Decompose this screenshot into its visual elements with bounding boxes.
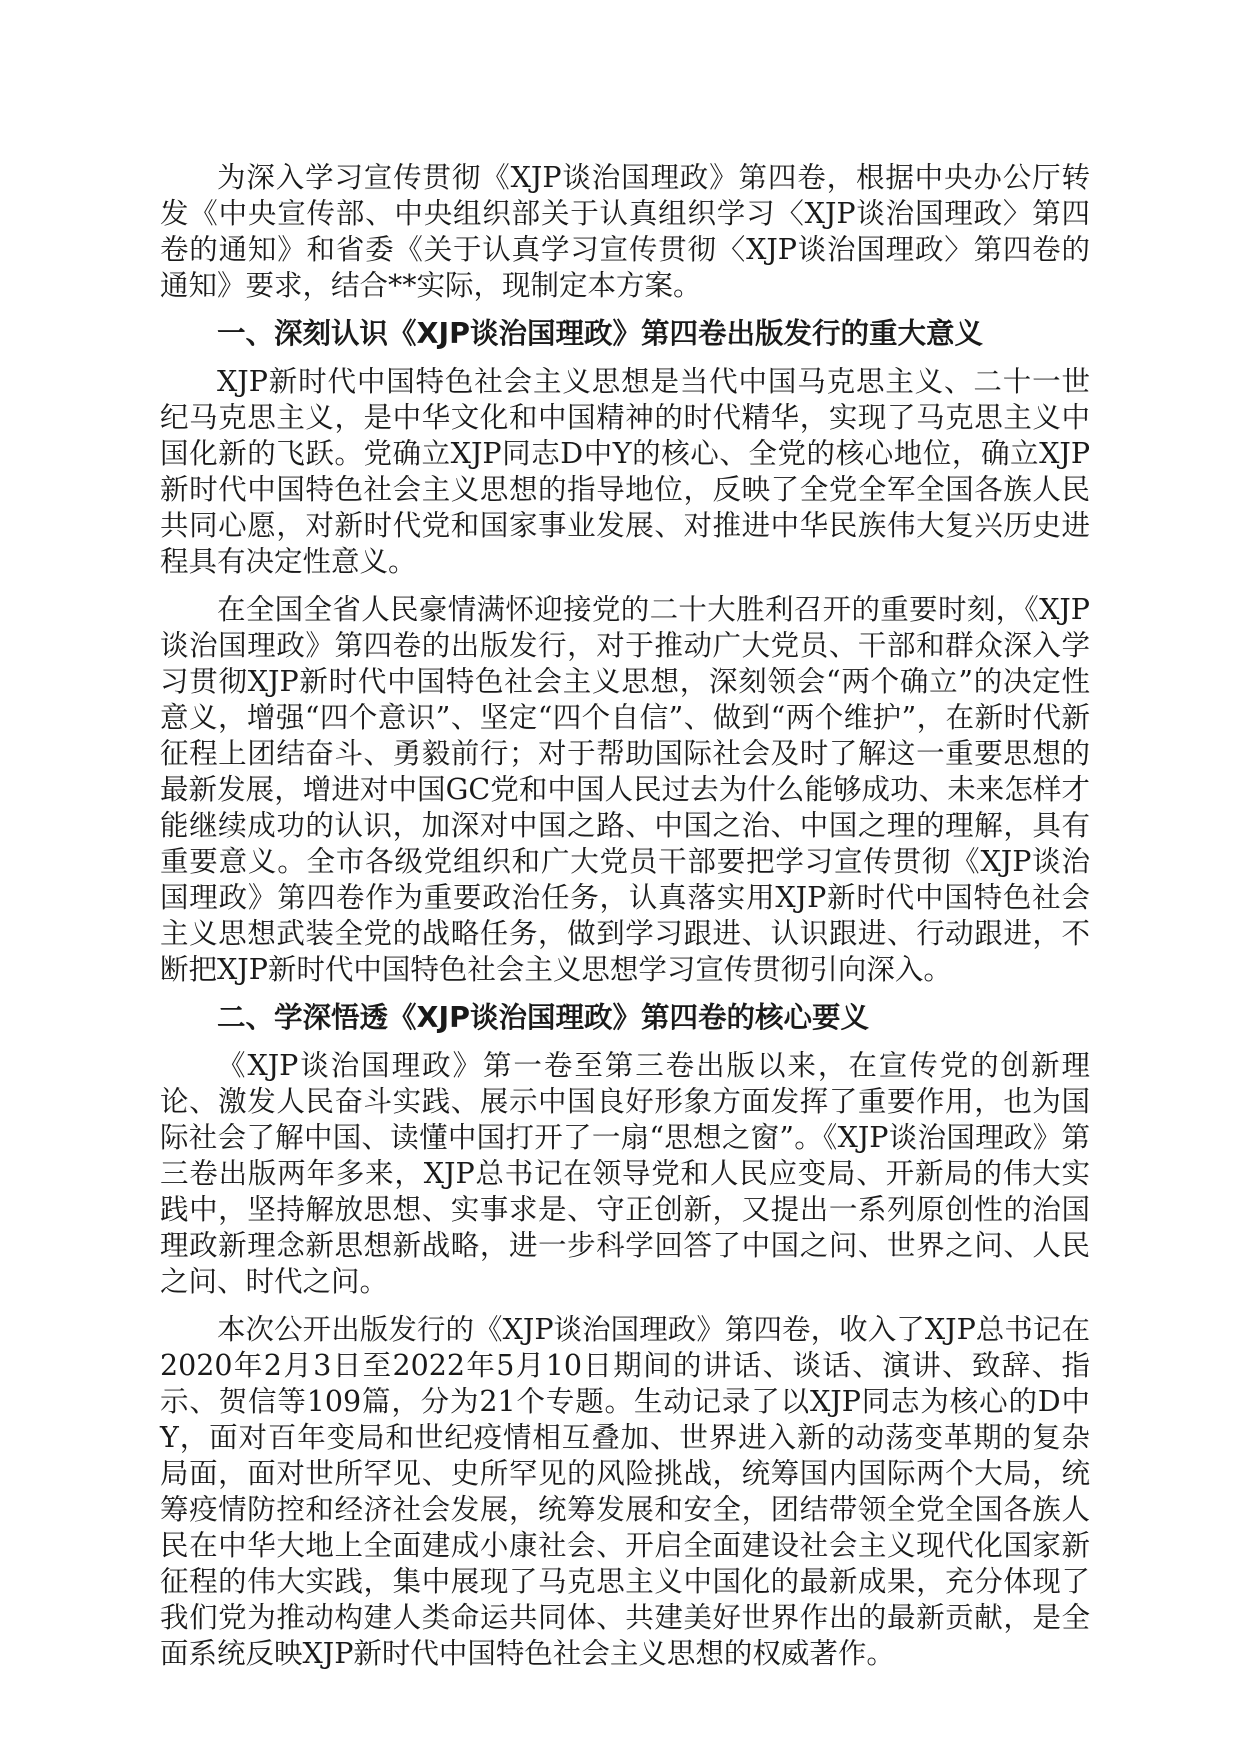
section-1-paragraph-2: 在全国全省人民豪情满怀迎接党的二十大胜利召开的重要时刻，《XJP谈治国理政》第四卷的出版发行，对于推动广大党员、干部和群众深入学习贯彻XJP新时代中国特色社会主义思想，深刻领会“两个确立”的决定性意义，增强“四个意识”、坚定“四个自信”、做到“两个维护”，在新时代新征程上团结奋斗、勇毅前行；对于帮助国际社会及时了解这一重要思想的最新发展，增进对中国GC党和中国人民过去为什么能够成功、未来怎样才能继续成功的认识，加深对中国之路、中国之治、中国之理的理解，具有重要意义。全市各级党组织和广大党员干部要把学习宣传贯彻《XJP谈治国理政》第四卷作为重要政治任务，认真落实用XJP新时代中国特色社会主义思想武装全党的战略任务，做到学习跟进、认识跟进、行动跟进，不断把XJP新时代中国特色社会主义思想学习宣传贯彻引向深入。 [160, 593, 1090, 986]
section-2-heading: 二、学深悟透《XJP谈治国理政》第四卷的核心要义 [217, 1001, 869, 1034]
section-1-paragraph-1: XJP新时代中国特色社会主义思想是当代中国马克思主义、二十一世纪马克思主义，是中华文化和中国精神的时代精华，实现了马克思主义中国化新的飞跃。党确立XJP同志D中Y的核心、全党的核心地位，确立XJP新时代中国特色社会主义思想的指导地位，反映了全党全军全国各族人民共同心愿，对新时代党和国家事业发展、对推进中华民族伟大复兴历史进程具有决定性意义。 [160, 365, 1090, 578]
section-2-paragraph-1: 《XJP谈治国理政》第一卷至第三卷出版以来，在宣传党的创新理论、激发人民奋斗实践、展示中国良好形象方面发挥了重要作用，也为国际社会了解中国、读懂中国打开了一扇“思想之窗”。《XJP谈治国理政》第三卷出版两年多来，XJP总书记在领导党和人民应变局、开新局的伟大实践中，坚持解放思想、实事求是、守正创新，又提出一系列原创性的治国理政新理念新思想新战略，进一步科学回答了中国之问、世界之问、人民之问、时代之问。 [160, 1049, 1090, 1298]
section-1-heading: 一、深刻认识《XJP谈治国理政》第四卷出版发行的重大意义 [217, 317, 983, 350]
section-2-paragraph-2: 本次公开出版发行的《XJP谈治国理政》第四卷，收入了XJP总书记在2020年2月3日至2022年5月10日期间的讲话、谈话、演讲、致辞、指示、贺信等109篇，分为21个专题。生动记录了以XJP同志为核心的D中Y，面对百年变局和世纪疫情相互叠加、世界进入新的动荡变革期的复杂局面，面对世所罕见、史所罕见的风险挑战，统筹国内国际两个大局，统筹疫情防控和经济社会发展，统筹发展和安全，团结带领全党全国各族人民在中华大地上全面建成小康社会、开启全面建设社会主义现代化国家新征程的伟大实践，集中展现了马克思主义中国化的最新成果，充分体现了我们党为推动构建人类命运共同体、共建美好世界作出的最新贡献，是全面系统反映XJP新时代中国特色社会主义思想的权威著作。 [160, 1313, 1090, 1670]
document-body [160, 160, 1090, 1684]
intro-paragraph: 为深入学习宣传贯彻《XJP谈治国理政》第四卷，根据中央办公厅转发《中央宣传部、中央组织部关于认真组织学习〈XJP谈治国理政〉第四卷的通知》和省委《关于认真学习宣传贯彻〈XJP谈治国理政〉第四卷的通知》要求，结合**实际，现制定本方案。 [160, 161, 1090, 302]
